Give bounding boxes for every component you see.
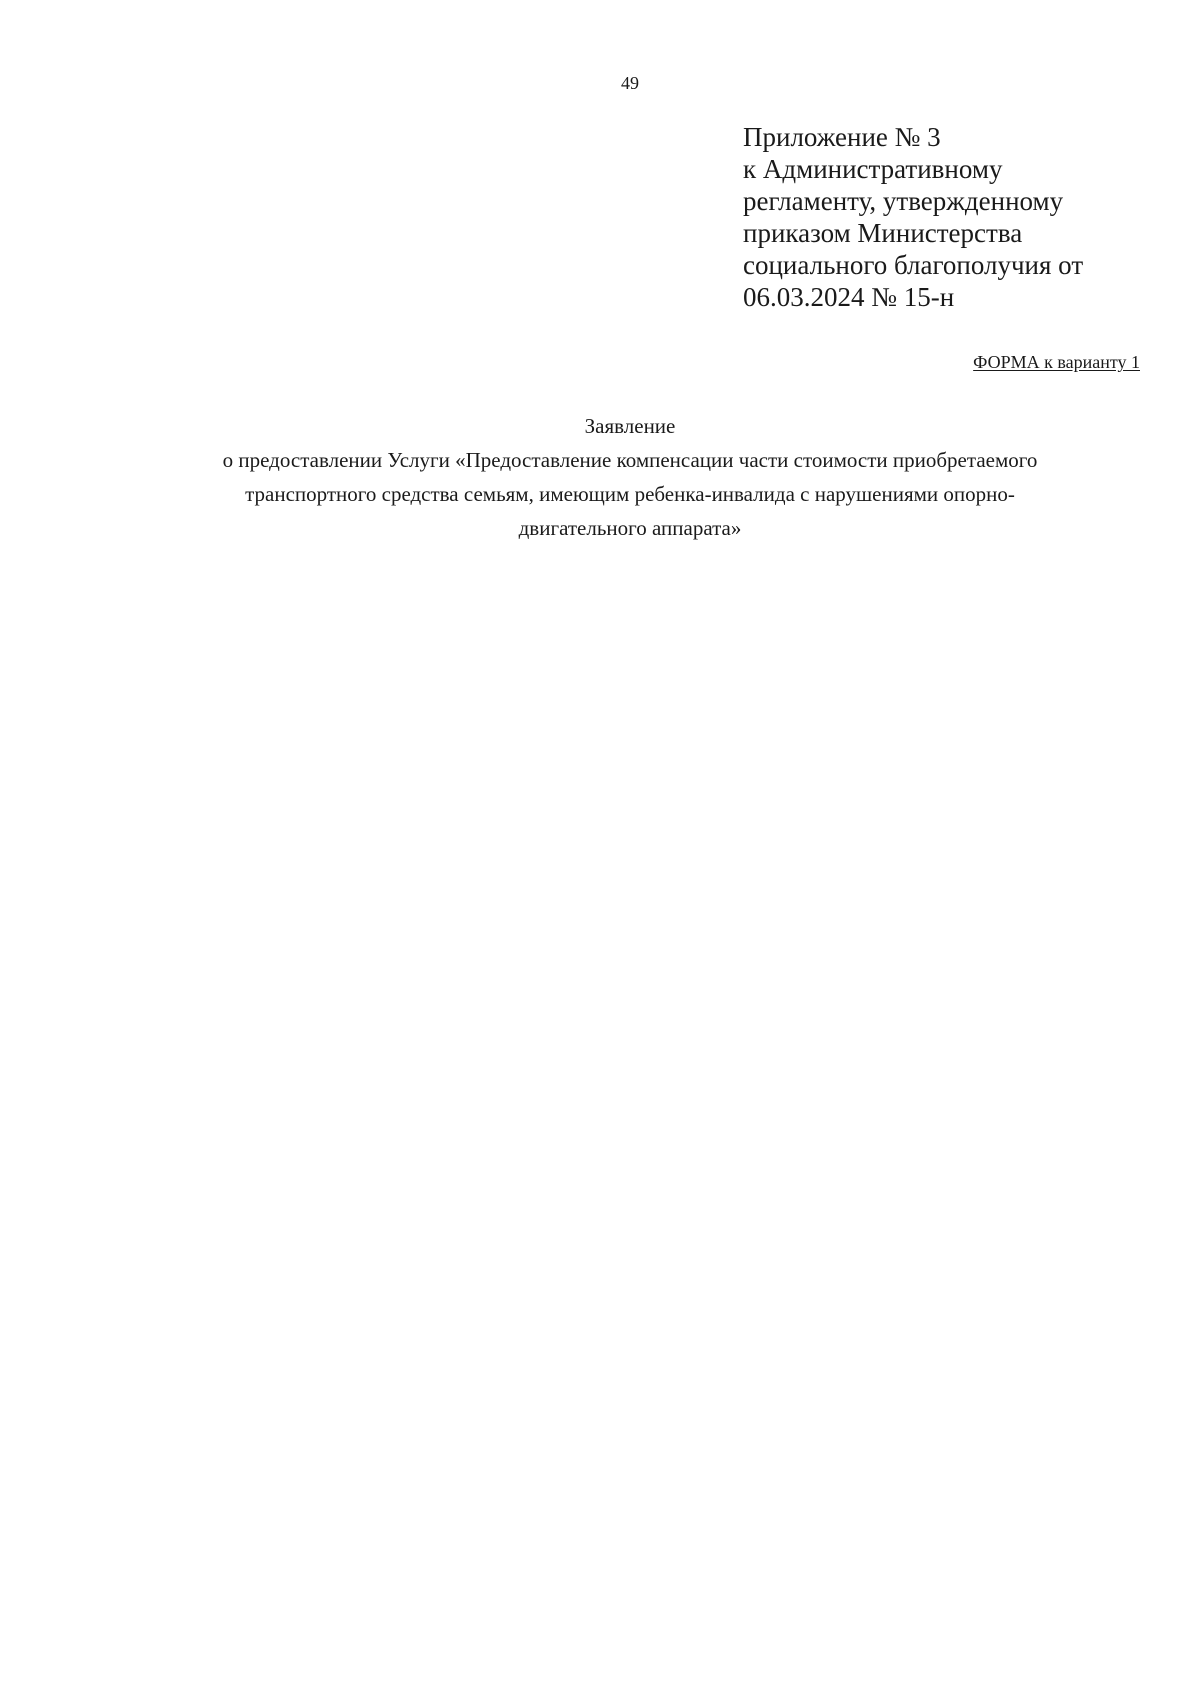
appendix-line: к Административному [743,154,1003,184]
appendix-line: 06.03.2024 № 15-н [743,282,955,312]
page-number: 49 [621,73,639,93]
statement-subtitle-line: о предоставлении Услуги «Предоставление компенсации части стоимости приобретаемого [222,448,1038,472]
appendix-block [743,121,1163,313]
appendix-line: приказом Министерства [743,218,1023,248]
appendix-line: социального благополучия от [743,250,1084,280]
appendix-line: регламенту, утвержденному [743,186,1064,216]
form-variant-label: ФОРМА к варианту 1 [973,352,1140,372]
statement-subtitle-line: транспортного средства семьям, имеющим ребенка-инвалида с нарушениями опорно- [245,482,1015,506]
statement-title: Заявление [584,414,676,438]
statement-heading [130,409,1130,545]
statement-subtitle-line: двигательного аппарата» [518,516,742,540]
appendix-line: Приложение № 3 [743,122,941,152]
